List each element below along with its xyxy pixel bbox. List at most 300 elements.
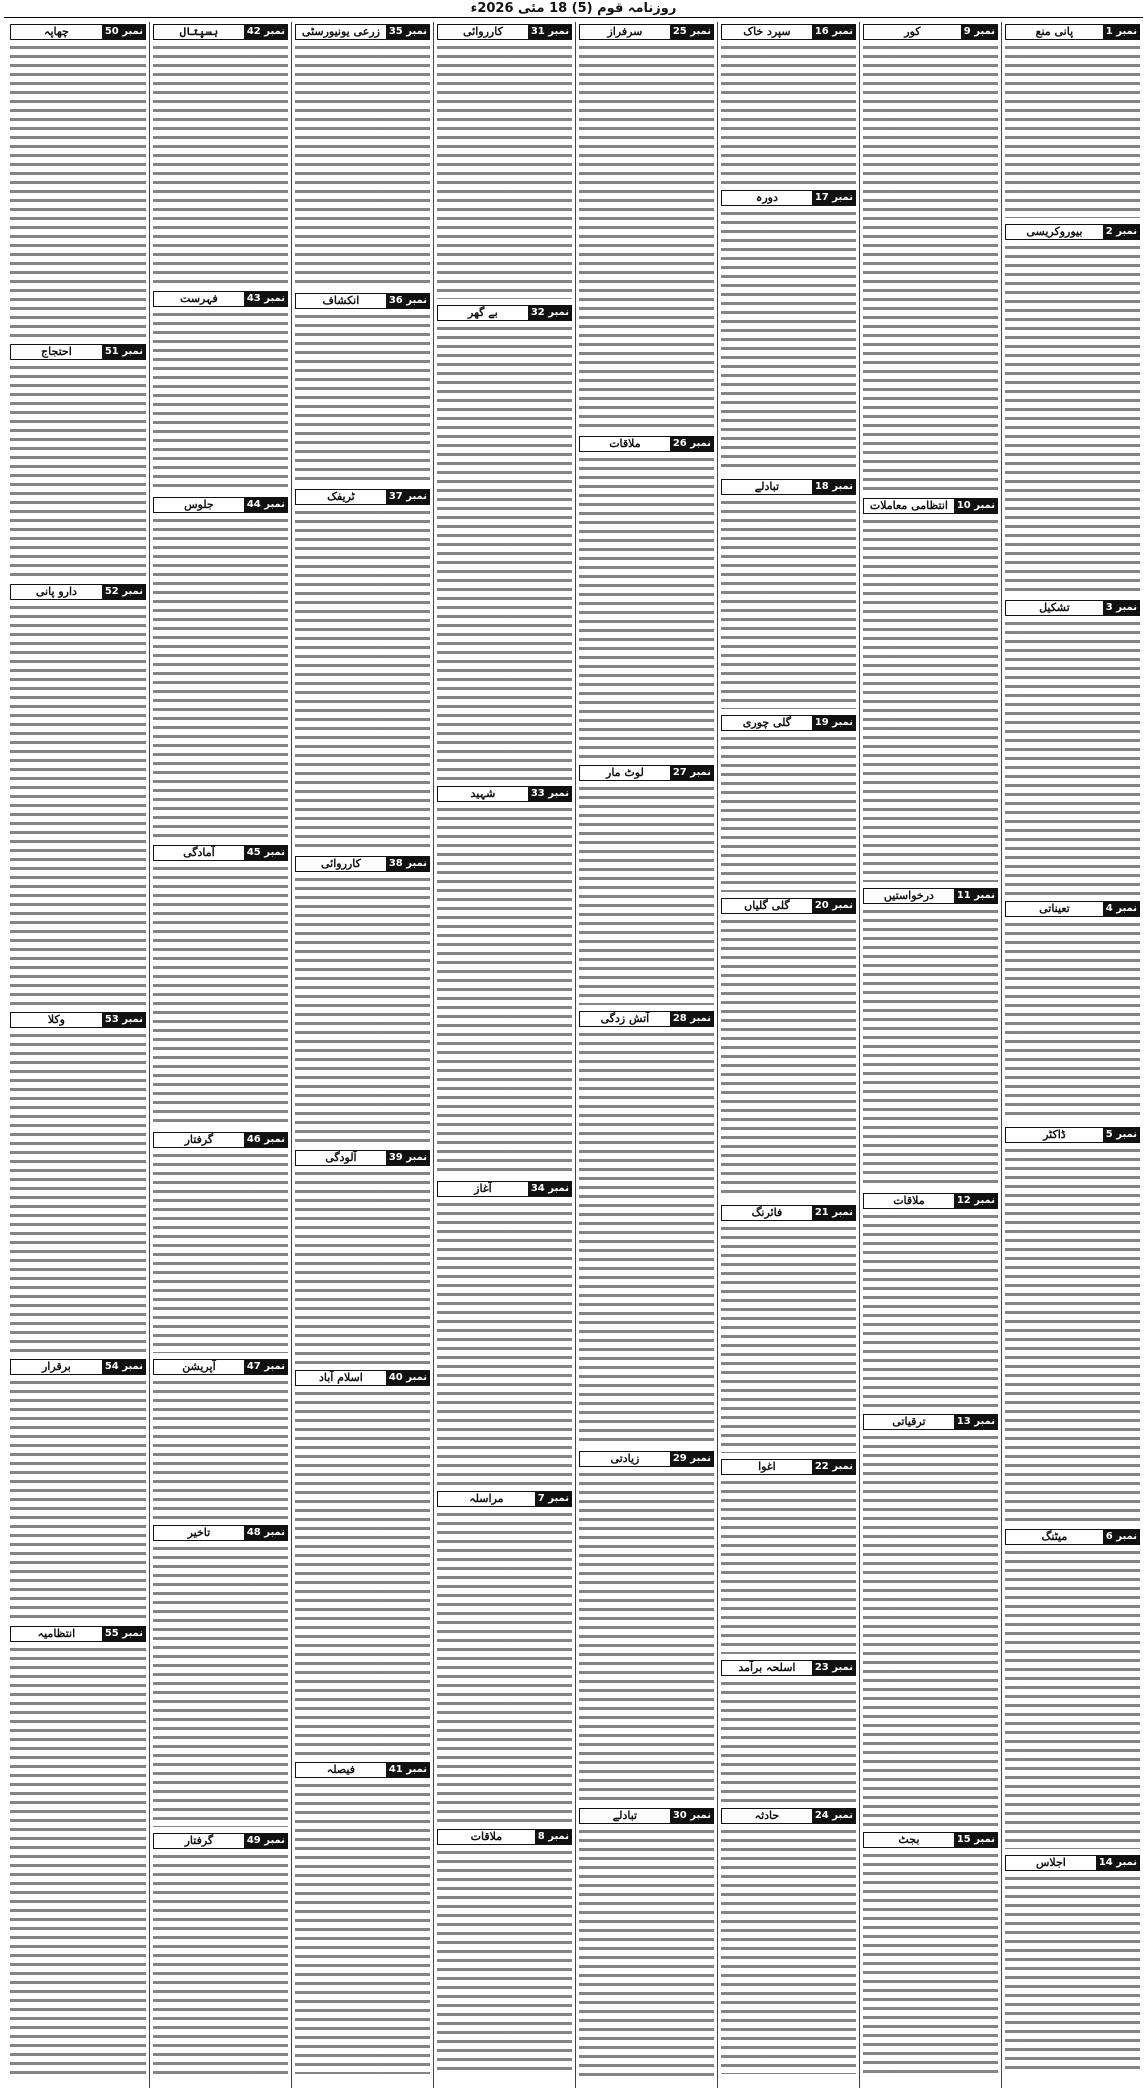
story-number-badge: نمبر 53 (102, 1012, 146, 1028)
news-column (291, 22, 433, 2088)
story-body (579, 1030, 714, 1445)
story-headline (721, 479, 856, 495)
text-lines (153, 43, 288, 285)
story-headline (10, 1359, 146, 1375)
news-column (433, 22, 575, 2088)
story-headline (863, 1832, 998, 1848)
story-number-badge: نمبر 26 (670, 436, 714, 452)
news-story (153, 1831, 288, 2074)
news-story (295, 1368, 430, 1756)
story-headline (863, 1193, 998, 1209)
news-story (863, 1830, 998, 2075)
news-story (1005, 1527, 1140, 1849)
text-lines (10, 1378, 146, 1620)
story-body (295, 1389, 430, 1756)
story-title: اغوا (721, 1459, 812, 1475)
story-title: اسلحہ برآمد (721, 1660, 812, 1676)
news-story (721, 22, 856, 184)
story-number-badge: نمبر 40 (386, 1370, 430, 1386)
story-body (1005, 619, 1140, 895)
story-body (721, 1478, 856, 1654)
story-number-badge: نمبر 25 (670, 24, 714, 40)
story-body (721, 498, 856, 709)
story-body (721, 1827, 856, 2074)
news-story (10, 1624, 146, 2075)
story-number-badge: نمبر 41 (386, 1762, 430, 1778)
story-title: ملاقات (863, 1193, 954, 1209)
text-lines (153, 310, 288, 491)
story-headline (437, 1829, 572, 1845)
news-story (721, 896, 856, 1199)
news-story (295, 22, 430, 287)
story-number-badge: نمبر 35 (386, 24, 430, 40)
story-number-badge: نمبر 3 (1103, 600, 1140, 616)
news-story (1005, 899, 1140, 1121)
news-story (295, 1760, 430, 2074)
story-body (863, 1851, 998, 2075)
story-body (153, 1151, 288, 1353)
story-headline (437, 24, 572, 40)
story-title: کارروائی (295, 856, 386, 872)
story-headline (579, 765, 714, 781)
news-story (153, 1357, 288, 1519)
story-number-badge: نمبر 6 (1103, 1529, 1140, 1545)
story-headline (721, 24, 856, 40)
text-lines (295, 312, 430, 483)
story-body (579, 1827, 714, 2076)
story-headline (721, 190, 856, 206)
story-title: ملاقات (579, 436, 670, 452)
story-body (10, 1378, 146, 1620)
story-number-badge: نمبر 51 (102, 344, 146, 360)
story-headline (10, 24, 146, 40)
story-body (295, 312, 430, 483)
text-lines (153, 516, 288, 839)
story-headline (295, 1762, 430, 1778)
story-title: تشکیل (1005, 600, 1103, 616)
story-body (721, 209, 856, 473)
story-headline (437, 1491, 572, 1507)
story-headline (863, 888, 998, 904)
story-title: تبادلے (579, 1808, 670, 1824)
story-headline (437, 1181, 572, 1197)
story-title: انتظامی معاملات (863, 498, 954, 514)
story-title: ہسپتال (153, 24, 244, 40)
story-number-badge: نمبر 8 (535, 1829, 572, 1845)
story-title: تبادلے (721, 479, 812, 495)
story-headline (295, 489, 430, 505)
story-body (153, 1544, 288, 1827)
story-body (863, 517, 998, 882)
text-lines (437, 1848, 572, 2076)
news-story (721, 188, 856, 473)
header-rule (4, 17, 1143, 18)
text-lines (437, 43, 572, 299)
story-body (1005, 43, 1140, 218)
story-number-badge: نمبر 31 (528, 24, 572, 40)
text-lines (721, 917, 856, 1199)
news-story (153, 1523, 288, 1827)
story-body (437, 805, 572, 1175)
story-number-badge: نمبر 5 (1103, 1127, 1140, 1143)
story-number-badge: نمبر 39 (386, 1150, 430, 1166)
text-lines (1005, 1146, 1140, 1523)
story-body (721, 734, 856, 892)
story-title: گرفتار (153, 1833, 244, 1849)
story-body (1005, 920, 1140, 1121)
story-title: فہرست (153, 291, 244, 307)
story-number-badge: نمبر 10 (954, 498, 998, 514)
story-body (153, 43, 288, 285)
story-number-badge: نمبر 55 (102, 1626, 146, 1642)
story-headline (10, 1626, 146, 1642)
news-story (10, 22, 146, 338)
story-headline (579, 1011, 714, 1027)
news-story (1005, 22, 1140, 218)
news-story (153, 289, 288, 491)
news-story (153, 22, 288, 285)
text-lines (721, 1224, 856, 1453)
news-columns (4, 22, 1143, 2088)
story-body (1005, 1548, 1140, 1849)
text-lines (437, 324, 572, 780)
news-story (10, 342, 146, 578)
text-lines (579, 784, 714, 1005)
news-story (863, 22, 998, 492)
story-title: آغاز (437, 1181, 528, 1197)
story-headline (1005, 224, 1140, 240)
story-title: گلی چوری (721, 715, 812, 731)
story-headline (10, 584, 146, 600)
story-number-badge: نمبر 46 (244, 1132, 288, 1148)
news-story (863, 1412, 998, 1826)
story-body (579, 784, 714, 1005)
story-title: فائرنگ (721, 1205, 812, 1221)
text-lines (1005, 43, 1140, 218)
story-number-badge: نمبر 38 (386, 856, 430, 872)
text-lines (10, 1031, 146, 1353)
news-story (10, 1010, 146, 1353)
text-lines (863, 1433, 998, 1826)
story-number-badge: نمبر 30 (670, 1808, 714, 1824)
story-body (1005, 1874, 1140, 2075)
text-lines (153, 1151, 288, 1353)
story-headline (295, 856, 430, 872)
text-lines (579, 1470, 714, 1802)
story-headline (863, 24, 998, 40)
story-headline (153, 1833, 288, 1849)
story-headline (579, 1451, 714, 1467)
news-column (859, 22, 1001, 2088)
story-body (437, 1200, 572, 1485)
news-story (579, 763, 714, 1005)
text-lines (1005, 1874, 1140, 2075)
text-lines (721, 734, 856, 892)
news-story (721, 477, 856, 709)
story-headline (579, 436, 714, 452)
story-body (295, 43, 430, 287)
story-number-badge: نمبر 13 (954, 1414, 998, 1430)
story-headline (721, 1205, 856, 1221)
story-headline (721, 1808, 856, 1824)
story-body (1005, 1146, 1140, 1523)
story-body (721, 1224, 856, 1453)
story-headline (153, 291, 288, 307)
story-number-badge: نمبر 44 (244, 497, 288, 513)
story-number-badge: نمبر 4 (1103, 901, 1140, 917)
story-number-badge: نمبر 27 (670, 765, 714, 781)
story-headline (295, 1150, 430, 1166)
news-story (10, 1357, 146, 1620)
story-headline (295, 293, 430, 309)
news-story (437, 1827, 572, 2076)
text-lines (10, 603, 146, 1006)
text-lines (579, 1827, 714, 2076)
text-lines (721, 1679, 856, 1802)
news-story (863, 886, 998, 1187)
story-title: درخواستیں (863, 888, 954, 904)
text-lines (863, 43, 998, 492)
story-number-badge: نمبر 15 (954, 1832, 998, 1848)
story-number-badge: نمبر 50 (102, 24, 146, 40)
story-number-badge: نمبر 42 (244, 24, 288, 40)
text-lines (295, 1169, 430, 1364)
text-lines (721, 43, 856, 184)
story-number-badge: نمبر 34 (528, 1181, 572, 1197)
story-number-badge: نمبر 37 (386, 489, 430, 505)
story-headline (153, 24, 288, 40)
news-story (579, 1449, 714, 1802)
story-body (295, 875, 430, 1144)
story-body (579, 455, 714, 759)
story-headline (1005, 600, 1140, 616)
news-story (437, 1489, 572, 1823)
news-column (7, 22, 149, 2088)
text-lines (1005, 1548, 1140, 1849)
story-number-badge: نمبر 24 (812, 1808, 856, 1824)
story-number-badge: نمبر 29 (670, 1451, 714, 1467)
text-lines (10, 363, 146, 578)
news-story (579, 1806, 714, 2076)
text-lines (437, 805, 572, 1175)
story-body (10, 1031, 146, 1353)
story-number-badge: نمبر 19 (812, 715, 856, 731)
news-story (721, 713, 856, 892)
news-story (579, 1009, 714, 1445)
story-body (579, 1470, 714, 1802)
story-headline (153, 497, 288, 513)
story-headline (721, 898, 856, 914)
story-number-badge: نمبر 47 (244, 1359, 288, 1375)
story-headline (1005, 24, 1140, 40)
story-number-badge: نمبر 11 (954, 888, 998, 904)
news-story (437, 784, 572, 1175)
story-headline (295, 24, 430, 40)
story-headline (863, 1414, 998, 1430)
text-lines (295, 1781, 430, 2074)
story-number-badge: نمبر 20 (812, 898, 856, 914)
text-lines (579, 43, 714, 430)
story-body (153, 864, 288, 1126)
story-title: ترقیاتی (863, 1414, 954, 1430)
story-number-badge: نمبر 14 (1096, 1855, 1140, 1871)
story-title: شہید (437, 786, 528, 802)
story-title: انکشاف (295, 293, 386, 309)
story-headline (10, 344, 146, 360)
story-headline (437, 786, 572, 802)
story-title: وکلا (10, 1012, 102, 1028)
news-story (437, 22, 572, 299)
story-title: بیوروکریسی (1005, 224, 1103, 240)
story-title: آمادگی (153, 845, 244, 861)
story-headline (579, 24, 714, 40)
story-body (437, 43, 572, 299)
story-body (579, 43, 714, 430)
story-headline (1005, 1855, 1140, 1871)
text-lines (10, 43, 146, 338)
text-lines (295, 1389, 430, 1756)
text-lines (863, 907, 998, 1187)
news-story (721, 1457, 856, 1654)
story-body (10, 363, 146, 578)
story-headline (1005, 1529, 1140, 1545)
text-lines (437, 1200, 572, 1485)
story-headline (721, 715, 856, 731)
story-title: کور (863, 24, 961, 40)
news-column (575, 22, 717, 2088)
text-lines (153, 1378, 288, 1519)
story-body (863, 1212, 998, 1408)
story-title: بے گھر (437, 305, 528, 321)
story-headline (721, 1660, 856, 1676)
news-story (153, 843, 288, 1126)
story-body (437, 1848, 572, 2076)
story-number-badge: نمبر 32 (528, 305, 572, 321)
story-headline (721, 1459, 856, 1475)
story-body (863, 907, 998, 1187)
news-story (1005, 222, 1140, 594)
story-title: سپرد خاک (721, 24, 812, 40)
text-lines (1005, 920, 1140, 1121)
news-column (149, 22, 291, 2088)
text-lines (153, 1544, 288, 1827)
story-body (863, 1433, 998, 1826)
news-story (863, 496, 998, 882)
story-title: جلوس (153, 497, 244, 513)
text-lines (1005, 619, 1140, 895)
story-headline (437, 305, 572, 321)
story-title: احتجاج (10, 344, 102, 360)
story-body (295, 508, 430, 850)
news-story (721, 1806, 856, 2074)
story-body (437, 324, 572, 780)
news-story (721, 1658, 856, 1802)
story-number-badge: نمبر 9 (961, 24, 998, 40)
story-title: تاخیر (153, 1525, 244, 1541)
story-number-badge: نمبر 43 (244, 291, 288, 307)
story-headline (863, 498, 998, 514)
story-headline (153, 1359, 288, 1375)
story-number-badge: نمبر 23 (812, 1660, 856, 1676)
story-title: چھاپہ (10, 24, 102, 40)
story-number-badge: نمبر 17 (812, 190, 856, 206)
news-story (295, 487, 430, 850)
story-title: برقرار (10, 1359, 102, 1375)
news-story (1005, 1125, 1140, 1523)
story-number-badge: نمبر 18 (812, 479, 856, 495)
story-title: گرفتار (153, 1132, 244, 1148)
news-column (717, 22, 859, 2088)
story-title: ڈاکٹر (1005, 1127, 1103, 1143)
story-number-badge: نمبر 48 (244, 1525, 288, 1541)
text-lines (153, 864, 288, 1126)
story-title: حادثہ (721, 1808, 812, 1824)
story-title: فیصلہ (295, 1762, 386, 1778)
text-lines (721, 1478, 856, 1654)
story-body (721, 43, 856, 184)
story-body (863, 43, 998, 492)
story-number-badge: نمبر 22 (812, 1459, 856, 1475)
news-story (295, 854, 430, 1144)
news-story (437, 303, 572, 780)
text-lines (579, 455, 714, 759)
story-title: زیادتی (579, 1451, 670, 1467)
news-story (579, 434, 714, 759)
story-title: دارو پانی (10, 584, 102, 600)
story-number-badge: نمبر 54 (102, 1359, 146, 1375)
story-number-badge: نمبر 16 (812, 24, 856, 40)
newspaper-dateline: روزنامہ قوم (5) 18 مئی 2026ء (470, 1, 677, 16)
story-number-badge: نمبر 52 (102, 584, 146, 600)
news-story (295, 291, 430, 483)
story-headline (153, 845, 288, 861)
story-body (153, 516, 288, 839)
story-title: گلی گلیاں (721, 898, 812, 914)
text-lines (295, 875, 430, 1144)
story-headline (153, 1525, 288, 1541)
story-title: کارروائی (437, 24, 528, 40)
story-body (721, 1679, 856, 1802)
story-title: پانی منع (1005, 24, 1103, 40)
news-story (1005, 598, 1140, 895)
text-lines (10, 1645, 146, 2075)
story-headline (10, 1012, 146, 1028)
story-headline (579, 1808, 714, 1824)
story-number-badge: نمبر 12 (954, 1193, 998, 1209)
news-story (579, 22, 714, 430)
story-title: مراسلہ (437, 1491, 535, 1507)
story-number-badge: نمبر 36 (386, 293, 430, 309)
story-body (295, 1169, 430, 1364)
news-story (10, 582, 146, 1006)
story-title: بجٹ (863, 1832, 954, 1848)
story-title: تعیناتی (1005, 901, 1103, 917)
story-title: زرعی یونیورسٹی (295, 24, 386, 40)
news-story (153, 495, 288, 839)
news-story (863, 1191, 998, 1408)
story-body (153, 1852, 288, 2074)
page-header (0, 0, 1147, 18)
story-number-badge: نمبر 1 (1103, 24, 1140, 40)
story-number-badge: نمبر 2 (1103, 224, 1140, 240)
story-title: سرفراز (579, 24, 670, 40)
story-number-badge: نمبر 28 (670, 1011, 714, 1027)
story-title: ٹریفک (295, 489, 386, 505)
story-headline (295, 1370, 430, 1386)
text-lines (863, 1212, 998, 1408)
news-story (1005, 1853, 1140, 2075)
story-number-badge: نمبر 45 (244, 845, 288, 861)
